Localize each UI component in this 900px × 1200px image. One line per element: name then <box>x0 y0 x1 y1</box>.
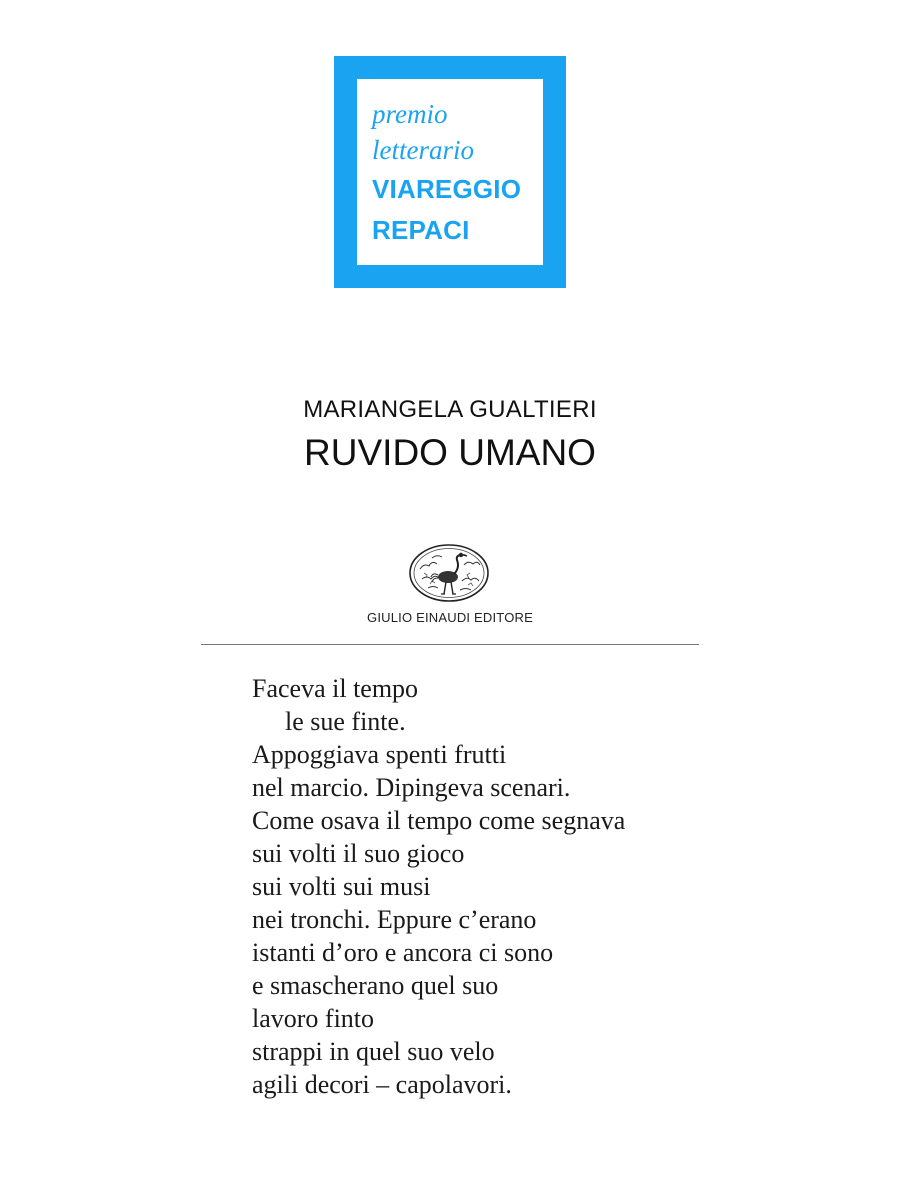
poem-line: lavoro finto <box>252 1004 375 1033</box>
poem-line: Appoggiava spenti frutti <box>252 740 507 769</box>
poem-line: e smascherano quel suo <box>252 971 499 1000</box>
poem-line: agili decori – capolavori. <box>252 1070 512 1099</box>
poem-line: istanti d’oro e ancora ci sono <box>252 938 554 967</box>
book-author: MARIANGELA GUALTIERI <box>303 396 597 423</box>
poem-line: sui volti il suo gioco <box>252 839 465 868</box>
prize-badge-line-repaci: REPACI <box>372 215 470 245</box>
poem-line: nei tronchi. Eppure c’erano <box>252 905 537 934</box>
publisher-name: GIULIO EINAUDI EDITORE <box>367 610 533 625</box>
section-divider <box>201 644 699 645</box>
prize-badge-line-premio: premio <box>372 99 448 129</box>
prize-badge-line-letterario: letterario <box>372 135 474 165</box>
poem-line: nel marcio. Dipingeva scenari. <box>252 773 571 802</box>
book-title: RUVIDO UMANO <box>304 432 596 473</box>
prize-badge-inner <box>357 79 543 265</box>
poem-line: strappi in quel suo velo <box>252 1037 495 1066</box>
poem-line: Come osava il tempo come segnava <box>252 806 626 835</box>
prize-badge-line-viareggio: VIAREGGIO <box>372 174 522 204</box>
prize-badge <box>334 56 566 288</box>
poem-line: sui volti sui musi <box>252 872 431 901</box>
poem-text <box>252 672 872 1101</box>
poem-line: le sue finte. <box>285 707 406 736</box>
einaudi-ostrich-emblem-icon <box>408 543 490 603</box>
poem-line: Faceva il tempo <box>252 674 419 703</box>
